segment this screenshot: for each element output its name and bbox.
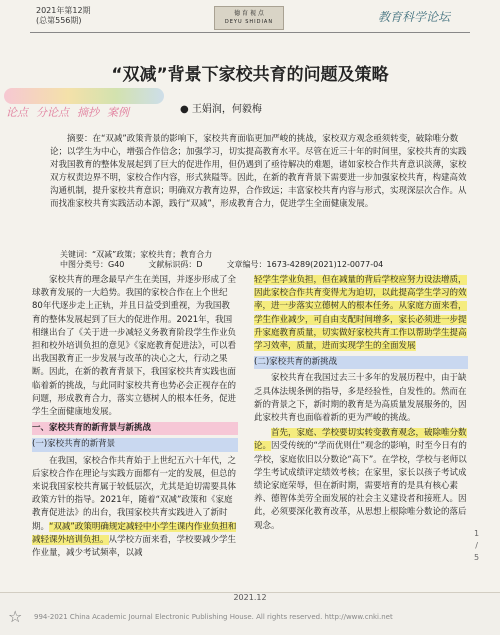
subsection-heading: (一)家校共育的新背景 xyxy=(32,438,238,451)
section-badge xyxy=(214,6,284,30)
paragraph xyxy=(254,427,468,533)
section-badge-subtitle: DEYU SHIDIAN xyxy=(224,19,274,25)
text-run: 从学校方面来看，学校要减少学生作业量，减少考试频率，以减 xyxy=(32,534,237,559)
page-pager[interactable] xyxy=(474,528,479,564)
paragraph xyxy=(254,274,468,353)
annotation-tab-strip[interactable] xyxy=(4,88,164,104)
keywords: 关键词：“双减”政策；家校共育；教育合力 xyxy=(60,250,213,259)
pager-total: 5 xyxy=(474,553,480,562)
tab-excerpt[interactable]: 摘抄 xyxy=(77,106,99,119)
paragraph: 家校共育在我国过去三十多年的发展历程中，由于缺乏具体法规条例的指导，多是经验性，自发性的。然而在新的背景之下，新时期的教育是为高质量发展服务的，因此家校共育也面临着新的更为严峻的挑战。 xyxy=(254,373,467,424)
star-icon[interactable]: ☆ xyxy=(8,607,23,626)
paragraph: 家校共育的理念最早产生在美国，并逐步形成了全球教育发展的一大趋势。我国的家校合作在上个世纪80年代逐步走上正轨，并且日益受到重视，为我国教育的整体发展起到了巨大的促进作用。2021年，我国相继出台了《关于进一步减轻义务教育阶段学生作业负担和校外培训负担的意见》《家庭教育促进法》，可以看出我国教育正一步发展与改革的决心之大，行动之果断。因此，在新的教育背景下，我国家校共育实践也面临着新的挑战，与此同时家校共育也势必会正视存在的问题，形成教育合力，落实立德树人的根本任务，促进学生全面健康地发展。 xyxy=(32,275,237,418)
classification-row xyxy=(60,259,383,270)
pager-separator: / xyxy=(475,541,478,550)
tab-argument[interactable]: 论点 xyxy=(6,106,28,119)
right-column xyxy=(254,274,468,535)
tab-case[interactable]: 案例 xyxy=(107,106,129,119)
header-divider xyxy=(30,32,470,33)
section-heading: 一、家校共育的新背景与新挑战 xyxy=(32,422,238,435)
abstract-text: 摘要：在“双减”政策背景的影响下，家校共育面临更加严峻的挑战，家校双方观念亟须转变，破除唯分数论；以学生为中心，增强合作信念；加强学习，切实提高教育水平。尽管在近三十年的时间里，家校共育的实践对我国教育的整体发展起到了巨大的促进作用，但仍遇到了亟待解决的难题，诸如家校合作共育意识淡薄，家校双方权责边界不明，家校合作内容，形式狭隘等。因此，在新的教育背景下需要进一步加强家校共育，构建高效沟通机制，提升家校共育意识；明确双方教育边界，合作致远；丰富家校共育内容与形式，实现深层次合作。从而找准家校共育实践活动本源，践行“双减”，形成教育合力，促进学生全面健康发展。 xyxy=(50,134,467,209)
clc-number: 中图分类号：G40 xyxy=(60,260,125,269)
footer-bar xyxy=(0,592,500,635)
abstract xyxy=(50,133,468,211)
text-run: 在我国，家校合作共育始于上世纪五六十年代，之后家校合作在理论与实践方面都有一定的发展，但总的来说我国家校共育属于较低层次，尤其是迫切需要具体政策方针的指导。2021年，随着“双减”政策和《家庭教育促进法》的出台，我国家校共育实践进入了新时期。 xyxy=(32,455,237,532)
highlighted-text: “双减”政策明确规定减轻中小学生课内作业负担和减轻课外培训负担。 xyxy=(32,521,237,545)
tab-sub-argument[interactable]: 分论点 xyxy=(36,106,69,119)
highlighted-text: 首先，家庭、学校要切实转变教育观念，破除唯分数论。 xyxy=(254,428,467,452)
article-authors: ● 王娟润，何毅梅 xyxy=(180,104,262,115)
highlighted-text: 轻学生学业负担，但在减量的背后学校应努力设法增质，因此家校合作共育变得尤为迫切，以此提高学生学习的效率，进一步落实立德树人的根本任务。从家庭方面来看，学生作业减少，可自由支配时间增多，家长必须进一步提升家庭教育质量，切实做好家校共育工作以帮助学生提高学习效率，质量，进而实现学生的全面发展 xyxy=(254,275,467,352)
issue-number: 2021年第12期 xyxy=(36,6,91,15)
page-number: 2021.12 xyxy=(233,593,267,602)
pager-current: 1 xyxy=(474,529,480,538)
article-title: “双减”背景下家校共育的问题及策略 xyxy=(111,65,389,85)
section-badge-title: 德 育 视 点 xyxy=(234,10,264,17)
paragraph xyxy=(32,455,238,561)
text-run: 因受传统的“学而优则仕”观念的影响，时至今日有的学校，家庭依旧以分数论“高下”。在学校，学校与老师以学生考试成绩评定绩效考核；在家里，家长以孩子考试成绩论家庭荣辱，但在新时期，需要培育的是具有核心素养、德智体美劳全面发展的社会主义建设者和接班人。因此，必须要深化教育改革，从思想上根除唯分数论的落后观念。 xyxy=(254,441,467,531)
left-column xyxy=(32,274,238,562)
annotation-tabs xyxy=(6,104,129,120)
issue-info xyxy=(36,6,91,26)
document-code: 文献标识码：D xyxy=(148,260,203,269)
subsection-heading: (二)家校共育的新挑战 xyxy=(254,356,468,369)
issue-total: (总第556期) xyxy=(36,16,82,25)
copyright-text: 994-2021 China Academic Journal Electronic Publishing House. All rights reserved. http://www.cnki.net xyxy=(34,613,393,621)
journal-logo: 教育科学论坛 xyxy=(378,10,451,24)
article-number: 文章编号：1673-4289(2021)12-0077-04 xyxy=(226,260,384,269)
